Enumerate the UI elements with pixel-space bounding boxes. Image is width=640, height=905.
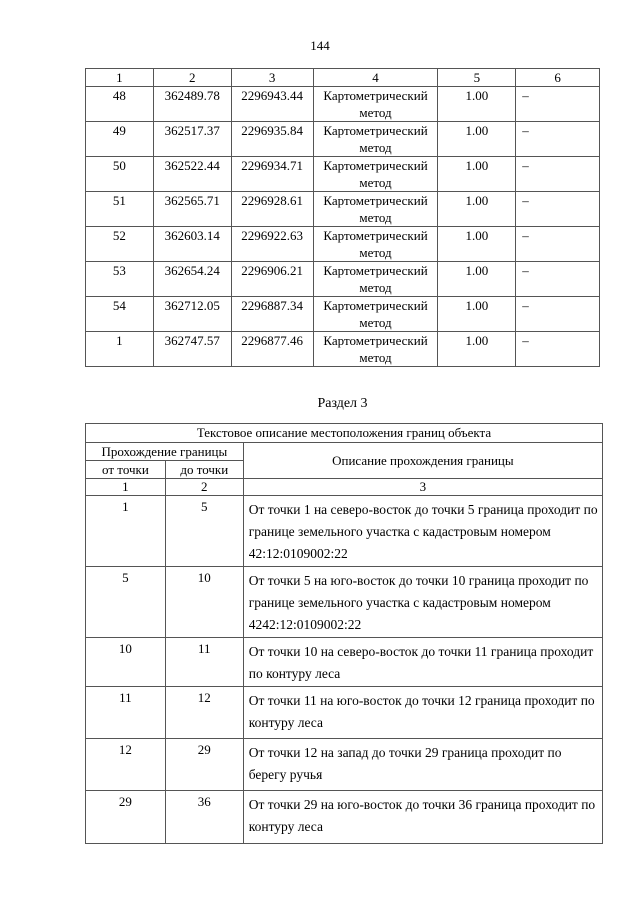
to-point-cell: 36	[165, 791, 243, 844]
table-row	[86, 227, 600, 262]
x-coordinate-cell: 362654.24	[153, 262, 231, 297]
description-cell: От точки 1 на северо-восток до точки 5 граница проходит по границе земельного участка с кадастровым номером 42:12:0109002:22	[243, 496, 602, 567]
column-number: 3	[231, 69, 313, 87]
column-number: 6	[516, 69, 600, 87]
table-row	[86, 791, 603, 844]
table-row	[86, 157, 600, 192]
y-coordinate-cell: 2296922.63	[231, 227, 313, 262]
accuracy-cell: 1.00	[438, 87, 516, 122]
method-cell: Картометрический метод	[313, 122, 438, 157]
header-from-point: от точки	[86, 461, 166, 479]
point-number-cell: 49	[86, 122, 154, 157]
note-cell: –	[516, 227, 600, 262]
table-row	[86, 87, 600, 122]
method-cell: Картометрический метод	[313, 192, 438, 227]
coordinates-table	[85, 68, 600, 367]
y-coordinate-cell: 2296877.46	[231, 332, 313, 367]
x-coordinate-cell: 362517.37	[153, 122, 231, 157]
method-cell: Картометрический метод	[313, 262, 438, 297]
y-coordinate-cell: 2296934.71	[231, 157, 313, 192]
table-row	[86, 332, 600, 367]
description-cell: От точки 12 на запад до точки 29 граница проходит по берегу ручья	[243, 739, 602, 791]
y-coordinate-cell: 2296906.21	[231, 262, 313, 297]
description-cell: От точки 29 на юго-восток до точки 36 граница проходит по контуру леса	[243, 791, 602, 844]
table-header-row	[86, 69, 600, 87]
point-number-cell: 48	[86, 87, 154, 122]
description-cell: От точки 11 на юго-восток до точки 12 граница проходит по контуру леса	[243, 687, 602, 739]
method-cell: Картометрический метод	[313, 227, 438, 262]
to-point-cell: 29	[165, 739, 243, 791]
note-cell: –	[516, 262, 600, 297]
table-row	[86, 739, 603, 791]
table-row	[86, 262, 600, 297]
point-number-cell: 51	[86, 192, 154, 227]
method-cell: Картометрический метод	[313, 157, 438, 192]
x-coordinate-cell: 362603.14	[153, 227, 231, 262]
note-cell: –	[516, 297, 600, 332]
header-to-point: до точки	[165, 461, 243, 479]
description-cell: От точки 10 на северо-восток до точки 11 граница проходит по контуру леса	[243, 638, 602, 687]
from-point-cell: 5	[86, 567, 166, 638]
from-point-cell: 29	[86, 791, 166, 844]
column-number: 4	[313, 69, 438, 87]
accuracy-cell: 1.00	[438, 297, 516, 332]
table-row	[86, 567, 603, 638]
point-number-cell: 1	[86, 332, 154, 367]
from-point-cell: 11	[86, 687, 166, 739]
page-number: 144	[310, 38, 330, 53]
method-cell: Картометрический метод	[313, 332, 438, 367]
boundary-description-table	[85, 423, 603, 844]
table-row	[86, 687, 603, 739]
note-cell: –	[516, 157, 600, 192]
column-number: 5	[438, 69, 516, 87]
note-cell: –	[516, 87, 600, 122]
table-row	[86, 297, 600, 332]
to-point-cell: 12	[165, 687, 243, 739]
note-cell: –	[516, 332, 600, 367]
from-point-cell: 10	[86, 638, 166, 687]
table-header-row	[86, 443, 603, 461]
column-number: 2	[153, 69, 231, 87]
point-number-cell: 50	[86, 157, 154, 192]
y-coordinate-cell: 2296935.84	[231, 122, 313, 157]
accuracy-cell: 1.00	[438, 332, 516, 367]
table-row	[86, 496, 603, 567]
x-coordinate-cell: 362565.71	[153, 192, 231, 227]
to-point-cell: 11	[165, 638, 243, 687]
accuracy-cell: 1.00	[438, 262, 516, 297]
table-title: Текстовое описание местоположения границ объекта	[86, 424, 603, 443]
section-title: Раздел 3	[317, 396, 368, 411]
y-coordinate-cell: 2296928.61	[231, 192, 313, 227]
point-number-cell: 54	[86, 297, 154, 332]
table-row	[86, 122, 600, 157]
method-cell: Картометрический метод	[313, 297, 438, 332]
y-coordinate-cell: 2296887.34	[231, 297, 313, 332]
x-coordinate-cell: 362747.57	[153, 332, 231, 367]
column-number-row	[86, 479, 603, 496]
column-number: 1	[86, 479, 166, 496]
accuracy-cell: 1.00	[438, 227, 516, 262]
table-row	[86, 192, 600, 227]
column-number: 1	[86, 69, 154, 87]
accuracy-cell: 1.00	[438, 122, 516, 157]
from-point-cell: 12	[86, 739, 166, 791]
accuracy-cell: 1.00	[438, 157, 516, 192]
x-coordinate-cell: 362522.44	[153, 157, 231, 192]
accuracy-cell: 1.00	[438, 192, 516, 227]
description-cell: От точки 5 на юго-восток до точки 10 граница проходит по границе земельного участка с кадастровым номером 4242:12:0109002:22	[243, 567, 602, 638]
header-passage: Прохождение границы	[86, 443, 244, 461]
table-row	[86, 638, 603, 687]
point-number-cell: 53	[86, 262, 154, 297]
point-number-cell: 52	[86, 227, 154, 262]
to-point-cell: 10	[165, 567, 243, 638]
column-number: 3	[243, 479, 602, 496]
method-cell: Картометрический метод	[313, 87, 438, 122]
x-coordinate-cell: 362489.78	[153, 87, 231, 122]
column-number: 2	[165, 479, 243, 496]
note-cell: –	[516, 192, 600, 227]
y-coordinate-cell: 2296943.44	[231, 87, 313, 122]
note-cell: –	[516, 122, 600, 157]
from-point-cell: 1	[86, 496, 166, 567]
x-coordinate-cell: 362712.05	[153, 297, 231, 332]
to-point-cell: 5	[165, 496, 243, 567]
header-description: Описание прохождения границы	[243, 443, 602, 479]
table-title-row	[86, 424, 603, 443]
